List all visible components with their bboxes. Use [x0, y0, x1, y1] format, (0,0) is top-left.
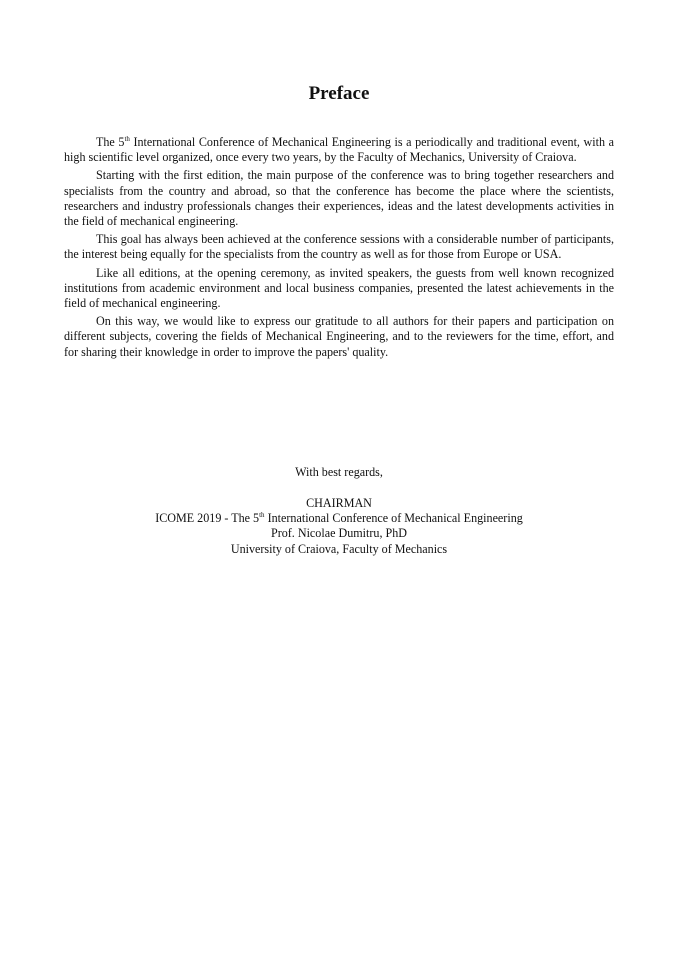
- signature-name: Prof. Nicolae Dumitru, PhD: [270, 526, 408, 541]
- signature-block: [0, 496, 678, 557]
- paragraph-1-superscript: th: [124, 135, 130, 143]
- signature-conference: [0, 511, 678, 526]
- preface-paragraph-2: Starting with the first edition, the main purpose of the conference was to bring together researchers and specialists from the country and abroad, so that the conference has become the place where the scientists, researchers and industry professionals changes their experiences, ideas and the latest developments activities in the field of mechanical engineering.: [64, 168, 614, 229]
- paragraph-1-text-start: The 5: [96, 135, 125, 149]
- paragraph-1-text-end: International Conference of Mechanical Engineering is a periodically and traditional event, with a high scientific level organized, once every two years, by the Faculty of Mechanics, University of Craiova.: [64, 135, 614, 165]
- page-title: Preface: [308, 83, 370, 104]
- preface-paragraph-4: Like all editions, at the opening ceremony, as invited speakers, the guests from well known recognized institutions from academic environment and local business companies, presented the latest achievements in the field of mechanical engineering.: [64, 265, 614, 311]
- closing-salutation: With best regards,: [295, 465, 383, 479]
- signature-affiliation: University of Craiova, Faculty of Mechanics: [230, 541, 448, 556]
- preface-paragraph-3: This goal has always been achieved at the conference sessions with a considerable number of participants, the interest being equally for the specialists from the country as well as for those from Europe or USA.: [64, 232, 614, 262]
- signature-conference-start: ICOME 2019 - The 5: [155, 511, 260, 526]
- signature-role: CHAIRMAN: [306, 496, 372, 510]
- preface-paragraph-5: On this way, we would like to express our gratitude to all authors for their papers and participation on different subjects, covering the fields of Mechanical Engineering, and to the reviewers for the time, effort, and for sharing their knowledge in order to improve the papers' quality.: [64, 314, 614, 359]
- preface-body: [64, 135, 614, 363]
- signature-conference-end: International Conference of Mechanical Engineering: [264, 511, 523, 526]
- preface-paragraph-1: [64, 135, 614, 165]
- signature-conference-superscript: th: [259, 511, 265, 520]
